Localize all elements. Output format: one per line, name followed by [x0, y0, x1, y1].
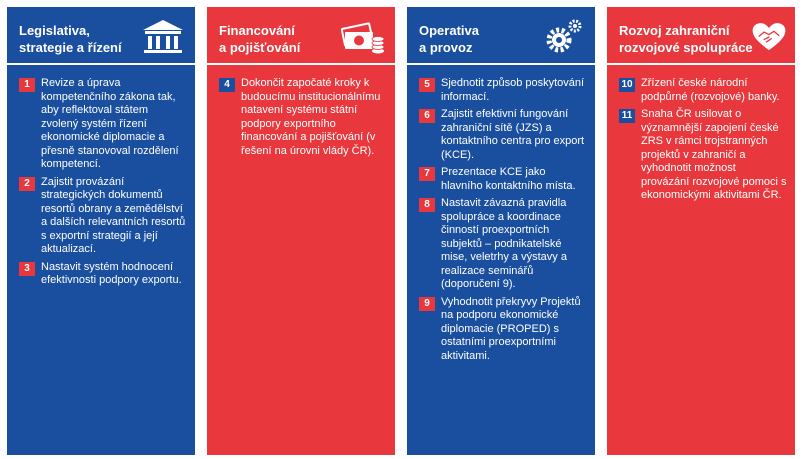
- item-text: Snaha ČR usilovat o významnější zapojení české ZRS v rámci trojstranných projektů v zahraničí a vyhodnotit možnost provázání rozvojové pomoci s ekonomickými aktivitami ČR.: [641, 108, 787, 201]
- item-list: [219, 77, 387, 162]
- column-title-line: Legislativa,: [19, 23, 90, 38]
- item-text: Vyhodnotit překryvy Projektů na podporu ekonomické diplomacie (PROPED) s ostatními proexportními aktivitami.: [441, 295, 581, 362]
- column-title-line: a provoz: [419, 40, 473, 55]
- column-title-line: strategie a řízení: [19, 40, 122, 55]
- column-header: [407, 7, 595, 65]
- item-text: Zřízení české národní podpůrné (rozvojové) banky.: [641, 77, 780, 103]
- list-item: [419, 296, 587, 364]
- column-title: [219, 22, 339, 56]
- item-number: 11: [619, 109, 635, 123]
- column-title: [419, 22, 539, 56]
- item-number: 1: [19, 78, 35, 92]
- money-coins-icon: [341, 18, 385, 56]
- column-header: [207, 7, 395, 65]
- list-item: [419, 197, 587, 292]
- item-number: 7: [419, 167, 435, 181]
- item-text: Sjednotit způsob poskytování informací.: [441, 77, 585, 103]
- item-list: [619, 77, 787, 207]
- column-operations: [407, 7, 595, 455]
- item-number: 6: [419, 109, 435, 123]
- item-number: 8: [419, 198, 435, 212]
- column-header: [607, 7, 795, 65]
- list-item: [19, 176, 187, 257]
- item-text: Nastavit závazná pravidla spolupráce a koordinace činností proexportních subjektů – podnikatelské mise, veletrhy a výstavy a realizace seminářů (doporučení 9).: [441, 197, 567, 290]
- item-number: 2: [19, 177, 35, 191]
- list-item: [19, 261, 187, 288]
- list-item: [19, 77, 187, 172]
- item-text: Prezentace KCE jako hlavního kontaktního místa.: [441, 166, 576, 192]
- list-item: [619, 108, 787, 203]
- list-item: [419, 77, 587, 104]
- column-financing: [207, 7, 395, 455]
- item-text: Revize a úprava kompetenčního zákona tak, aby reflektoval státem zvolený systém řízení ekonomické diplomacie a přesně stanovoval rozdělení kompetencí.: [41, 77, 179, 170]
- item-list: [419, 77, 587, 367]
- gears-icon: [541, 18, 585, 56]
- institution-building-icon: [141, 18, 185, 56]
- item-number: 5: [419, 78, 435, 92]
- item-number: 9: [419, 297, 435, 311]
- list-item: [419, 108, 587, 162]
- column-title: [619, 22, 759, 56]
- list-item: [619, 77, 787, 104]
- list-item: [219, 77, 387, 158]
- column-title-line: rozvojové spolupráce: [619, 40, 753, 55]
- item-text: Zajistit efektivní fungování zahraniční sítě (JZS) a kontaktního centra pro export (KCE).: [441, 108, 585, 161]
- item-number: 10: [619, 78, 635, 92]
- column-legislation: [7, 7, 195, 455]
- item-number: 3: [19, 262, 35, 276]
- column-title-line: Operativa: [419, 23, 479, 38]
- column-title-line: Rozvoj zahraniční: [619, 23, 730, 38]
- item-number: 4: [219, 78, 235, 92]
- column-title-line: Financování: [219, 23, 295, 38]
- item-text: Dokončit započaté kroky k budoucímu institucionálnímu natavení systému státní podpory exportního financování a pojišťování (v řešení na úrovni vlády ČR).: [241, 77, 381, 157]
- item-text: Zajistit provázání strategických dokumentů resortů obrany a zemědělství a dalších relevantních resortů s exportní strategií a její aktualizací.: [41, 175, 186, 255]
- list-item: [419, 166, 587, 193]
- column-development: [607, 7, 795, 455]
- item-text: Nastavit systém hodnocení efektivnosti podpory exportu.: [41, 260, 182, 286]
- column-title-line: a pojišťování: [219, 40, 301, 55]
- item-list: [19, 77, 187, 292]
- heart-handshake-icon: [751, 18, 787, 56]
- column-title: [19, 22, 139, 56]
- column-header: [7, 7, 195, 65]
